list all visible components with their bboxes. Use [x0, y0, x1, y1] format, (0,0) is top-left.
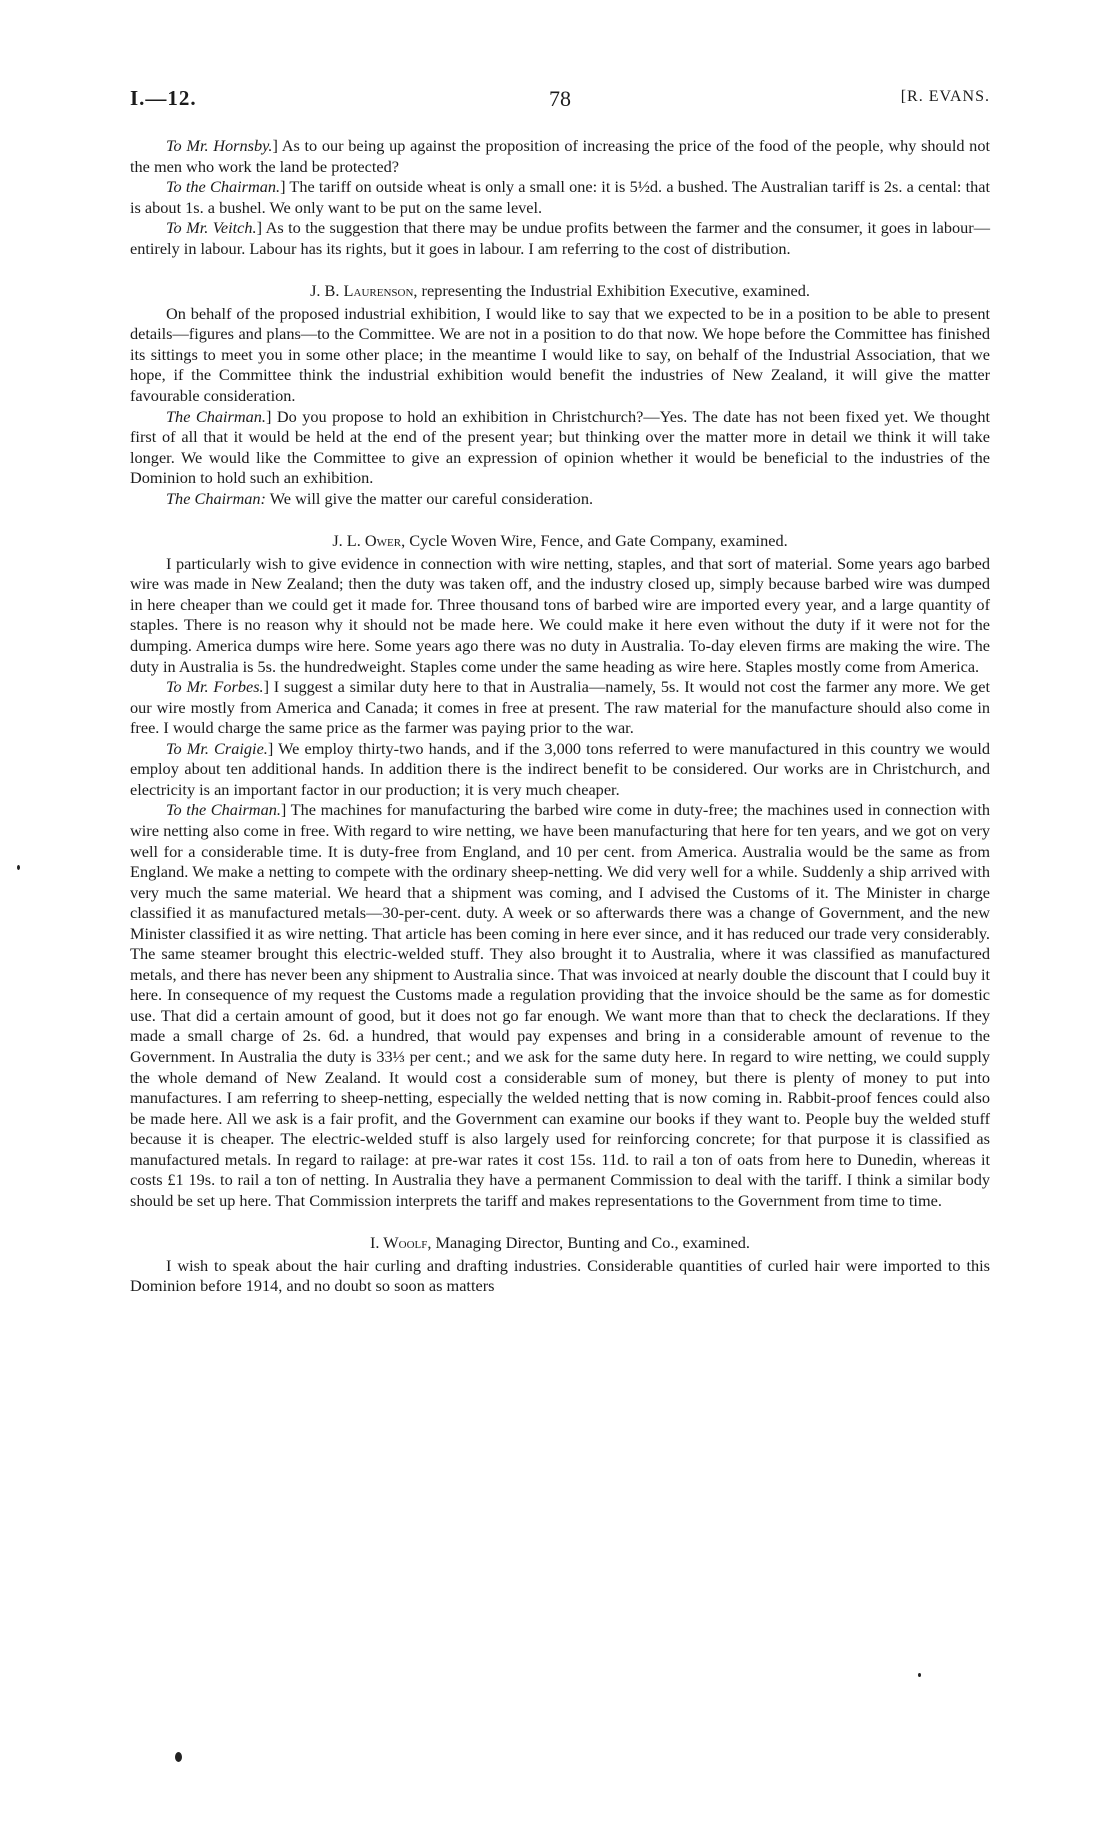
- witness-heading-name: J. L. Ower: [332, 531, 402, 551]
- paragraph-text: ] As to our being up against the proposition of increasing the price of the food of the people, why should not the men who work the land be protected?: [130, 136, 990, 176]
- paragraph: [130, 739, 990, 801]
- paragraph-text: ] The tariff on outside wheat is only a small one: it is 5½d. a bushed. The Australian tariff is 2s. a cental: that is about 1s. a bushel. We only want to be put on the same level.: [130, 177, 991, 217]
- questioner: To the Chairman.: [166, 177, 281, 197]
- paragraph: [130, 800, 990, 1211]
- paragraph: [130, 177, 990, 218]
- questioner: The Chairman:: [166, 488, 266, 508]
- witness-heading-text: , Managing Director, Bunting and Co., examined.: [427, 1233, 751, 1253]
- paragraph: [130, 304, 990, 407]
- paragraph-text: ] Do you propose to hold an exhibition in Christchurch?—Yes. The date has not been fixed yet. We thought first of all that it would be held at the end of the present year; but thinking over the matter more in detail we think it will take longer. We would like the Committee to give an expression of opinion whether it would be beneficial to the industries of the Dominion to hold such an exhibition.: [130, 406, 990, 488]
- paragraph: [130, 554, 990, 677]
- questioner: To Mr. Craigie.: [166, 738, 268, 758]
- witness-heading-text: , Cycle Woven Wire, Fence, and Gate Company, examined.: [401, 531, 788, 551]
- paragraph-text: ] I suggest a similar duty here to that in Australia—namely, 5s. It would not cost the farmer any more. We get our wire mostly from America and Canada; it comes in free at present. The raw material for the manufacture should also come in free. I would charge the same price as the farmer was paying prior to the war.: [130, 677, 990, 738]
- questioner: To Mr. Hornsby.: [166, 136, 273, 155]
- scan-speck: [175, 1752, 182, 1762]
- document-reference: I.—12.: [130, 86, 197, 110]
- paragraph-text: On behalf of the proposed industrial exhibition, I would like to say that we expected to be in a position to be able to present details—figures and plans—to the Committee. We are not in a position to do that now. We hope before the Committee has finished its sittings to meet you in some other place; in the meantime I would like to say, on behalf of the Industrial Association, that we hope, if the Committee think the industrial exhibition would benefit the industries of New Zealand, it will give the matter favourable consideration.: [130, 303, 990, 406]
- paragraph: [130, 136, 990, 177]
- paragraph-text: ] The machines for manufacturing the barbed wire come in duty-free; the machines used in connection with wire netting also come in free. With regard to wire netting, we have been manufacturing that here for ten years, and we got on very well for a considerable time. It is duty-free from England, and 10 per cent. from America. Australia would be the same as from England. We make a netting to compete with the ordinary sheep-netting. We did very well for a while. Suddenly a ship arrived with very much the same material. We heard that a shipment was coming, and I advised the Customs of it. The Minister in charge classified it as manufactured metals—30-per-cent. duty. A week or so afterwards there was a change of Government, and the new Minister classified it as wire netting. That article has been coming in here ever since, and it has reduced our trade very considerably. The same steamer brought this electric-welded stuff. They also brought it to Australia, where it was classified as manufactured metals, and there has never been any shipment to Australia since. That was invoiced at nearly double the discount that I could buy it here. In consequence of my request the Customs made a regulation providing that the invoice should be the same as for domestic use. That did a certain amount of good, but it does not go far enough. We want more than that to check the declarations. If they made a small charge of 2s. 6d. a hundred, that would pay expenses and bring in a considerable amount of revenue to the Government. In Australia the duty is 33⅓ per cent.; and we ask for the same duty here. In regard to wire netting, we could supply the whole demand of New Zealand. It would cost a considerable sum of money, but there is plenty of money to put into manufactures. I am referring to sheep-netting, especially the welded netting that is now coming in. Rabbit-proof fences could also be made here. All we ask is a fair profit, and the Government can examine our books if they want to. People buy the welded stuff because it is cheaper. The electric-welded stuff is also largely used for reinforcing concrete; for that purpose it is classified as manufactured metals. In regard to railage: at pre-war rates it cost 15s. 11d. to rail a ton of oats from here to Dunedin, whereas it costs £1 19s. to rail a ton of netting. In Australia they have a permanent Commission to deal with the tariff. I think a similar body should be set up here. That Commission interprets the tariff and makes representations to the Government from time to time.: [130, 800, 990, 1210]
- witness-heading-name: J. B. Laurenson: [310, 281, 414, 301]
- witness-name: [R. EVANS.: [900, 88, 990, 105]
- paragraph-text: I particularly wish to give evidence in connection with wire netting, staples, and that sort of material. Some years ago barbed wire was made in New Zealand; then the duty was taken off, and the industry closed up, simply because barbed wire was dumped in here cheaper than we could get it made for. Three thousand tons of barbed wire are imported every year, and a large quantity of staples. There is no reason why it should not be made here. We could make it here even without the duty if it were not for the dumping. America dumps wire here. Some years ago there was no duty in Australia. To-day eleven firms are making the wire. The duty in Australia is 5s. the hundredweight. Staples come under the same heading as wire here. Staples mostly come from America.: [130, 553, 990, 676]
- questioner: To the Chairman.: [166, 800, 281, 820]
- scan-speck: [17, 865, 20, 870]
- witness-heading: [130, 281, 990, 302]
- paragraph-text: ] As to the suggestion that there may be undue profits between the farmer and the consumer, it goes in labour—entirely in labour. Labour has its rights, but it goes in labour. I am referring to the cost of distribution.: [130, 218, 990, 258]
- paragraph: [130, 218, 990, 259]
- paragraph: [130, 489, 990, 510]
- paragraph-text: I wish to speak about the hair curling and drafting industries. Considerable quantities of curled hair were imported to this Dominion before 1914, and no doubt so soon as matters: [130, 1255, 990, 1296]
- paragraph-text: ] We employ thirty-two hands, and if the 3,000 tons referred to were manufactured in this country we would employ about ten additional hands. In addition there is the indirect benefit to be considered. Our works are in Christchurch, and electricity is an important factor in our production; it is very much cheaper.: [130, 738, 991, 799]
- paragraph-text: We will give the matter our careful consideration.: [265, 488, 594, 508]
- paragraph: [130, 1256, 990, 1297]
- page-body: [130, 136, 990, 1297]
- paragraph: [130, 677, 990, 739]
- questioner: The Chairman.: [166, 406, 266, 426]
- witness-heading: [130, 531, 990, 552]
- witness-heading: [130, 1233, 990, 1254]
- scan-speck: [918, 1673, 921, 1677]
- page-number: 78: [549, 86, 571, 111]
- questioner: To Mr. Veitch.: [166, 218, 257, 238]
- paragraph: [130, 407, 990, 489]
- witness-heading-text: , representing the Industrial Exhibition Executive, examined.: [413, 281, 810, 301]
- witness-heading-name: I. Woolf: [369, 1233, 428, 1253]
- page-header: [130, 86, 990, 116]
- questioner: To Mr. Forbes.: [166, 677, 264, 697]
